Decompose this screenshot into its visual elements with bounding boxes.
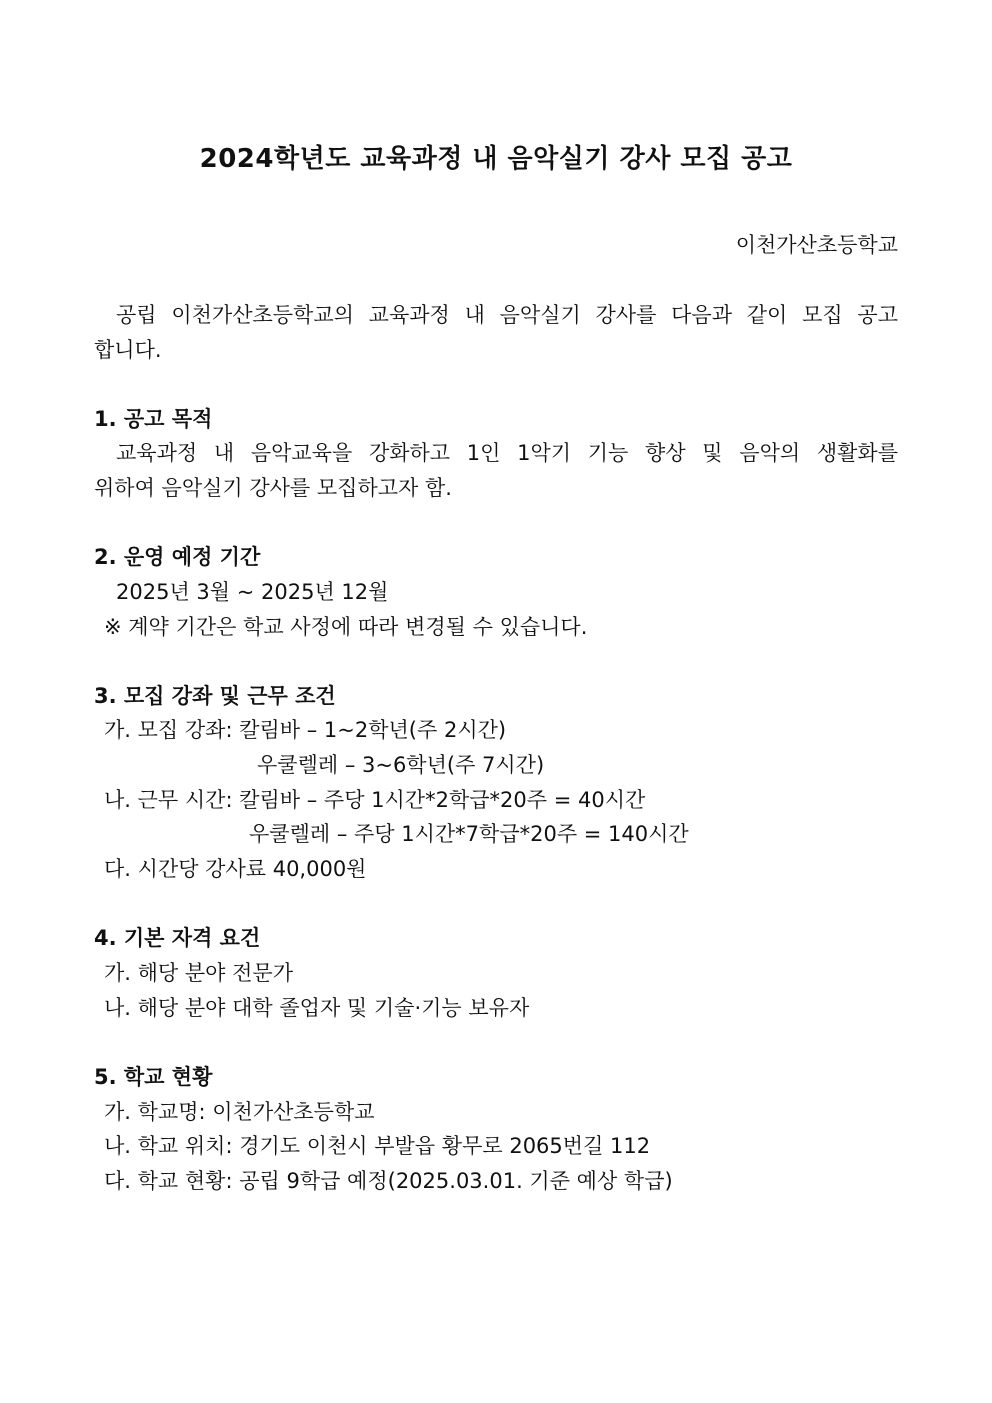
section-3-line-3: 나. 근무 시간: 칼림바 – 주당 1시간*2학급*20주 = 40시간 [104,788,646,812]
section-3-line-5: 다. 시간당 강사료 40,000원 [104,857,367,881]
section-4-line-1: 가. 해당 분야 전문가 [104,961,293,985]
section-1-heading: 1. 공고 목적 [94,407,213,431]
section-2-heading: 2. 운영 예정 기간 [94,545,261,569]
section-2-line-2: ※ 계약 기간은 학교 사정에 따라 변경될 수 있습니다. [104,615,588,639]
school-name: 이천가산초등학교 [735,233,898,257]
section-5-line-1: 가. 학교명: 이천가산초등학교 [104,1100,375,1124]
intro-line-2: 합니다. [94,338,162,362]
section-2-line-1: 2025년 3월 ~ 2025년 12월 [116,580,389,604]
document-title: 2024학년도 교육과정 내 음악실기 강사 모집 공고 [199,144,793,174]
section-3-line-1: 가. 모집 강좌: 칼림바 – 1~2학년(주 2시간) [104,718,507,742]
section-4-line-2: 나. 해당 분야 대학 졸업자 및 기술·기능 보유자 [104,996,530,1020]
section-1-line-2: 위하여 음악실기 강사를 모집하고자 함. [94,476,452,500]
section-5-line-3: 다. 학교 현황: 공립 9학급 예정(2025.03.01. 기준 예상 학급) [104,1169,673,1193]
section-3-line-2: 우쿨렐레 – 3~6학년(주 7시간) [257,753,545,777]
intro-line-1: 공립 이천가산초등학교의 교육과정 내 음악실기 강사를 다음과 같이 모집 공고 [116,303,898,327]
section-1-line-1: 교육과정 내 음악교육을 강화하고 1인 1악기 기능 향상 및 음악의 생활화를 [116,441,898,465]
section-5-line-2: 나. 학교 위치: 경기도 이천시 부발읍 황무로 2065번길 112 [104,1134,651,1158]
section-4-heading: 4. 기본 자격 요건 [94,926,261,950]
section-5-heading: 5. 학교 현황 [94,1065,213,1089]
section-3-line-4: 우쿨렐레 – 주당 1시간*7학급*20주 = 140시간 [249,822,689,846]
section-3-heading: 3. 모집 강좌 및 근무 조건 [94,684,336,708]
